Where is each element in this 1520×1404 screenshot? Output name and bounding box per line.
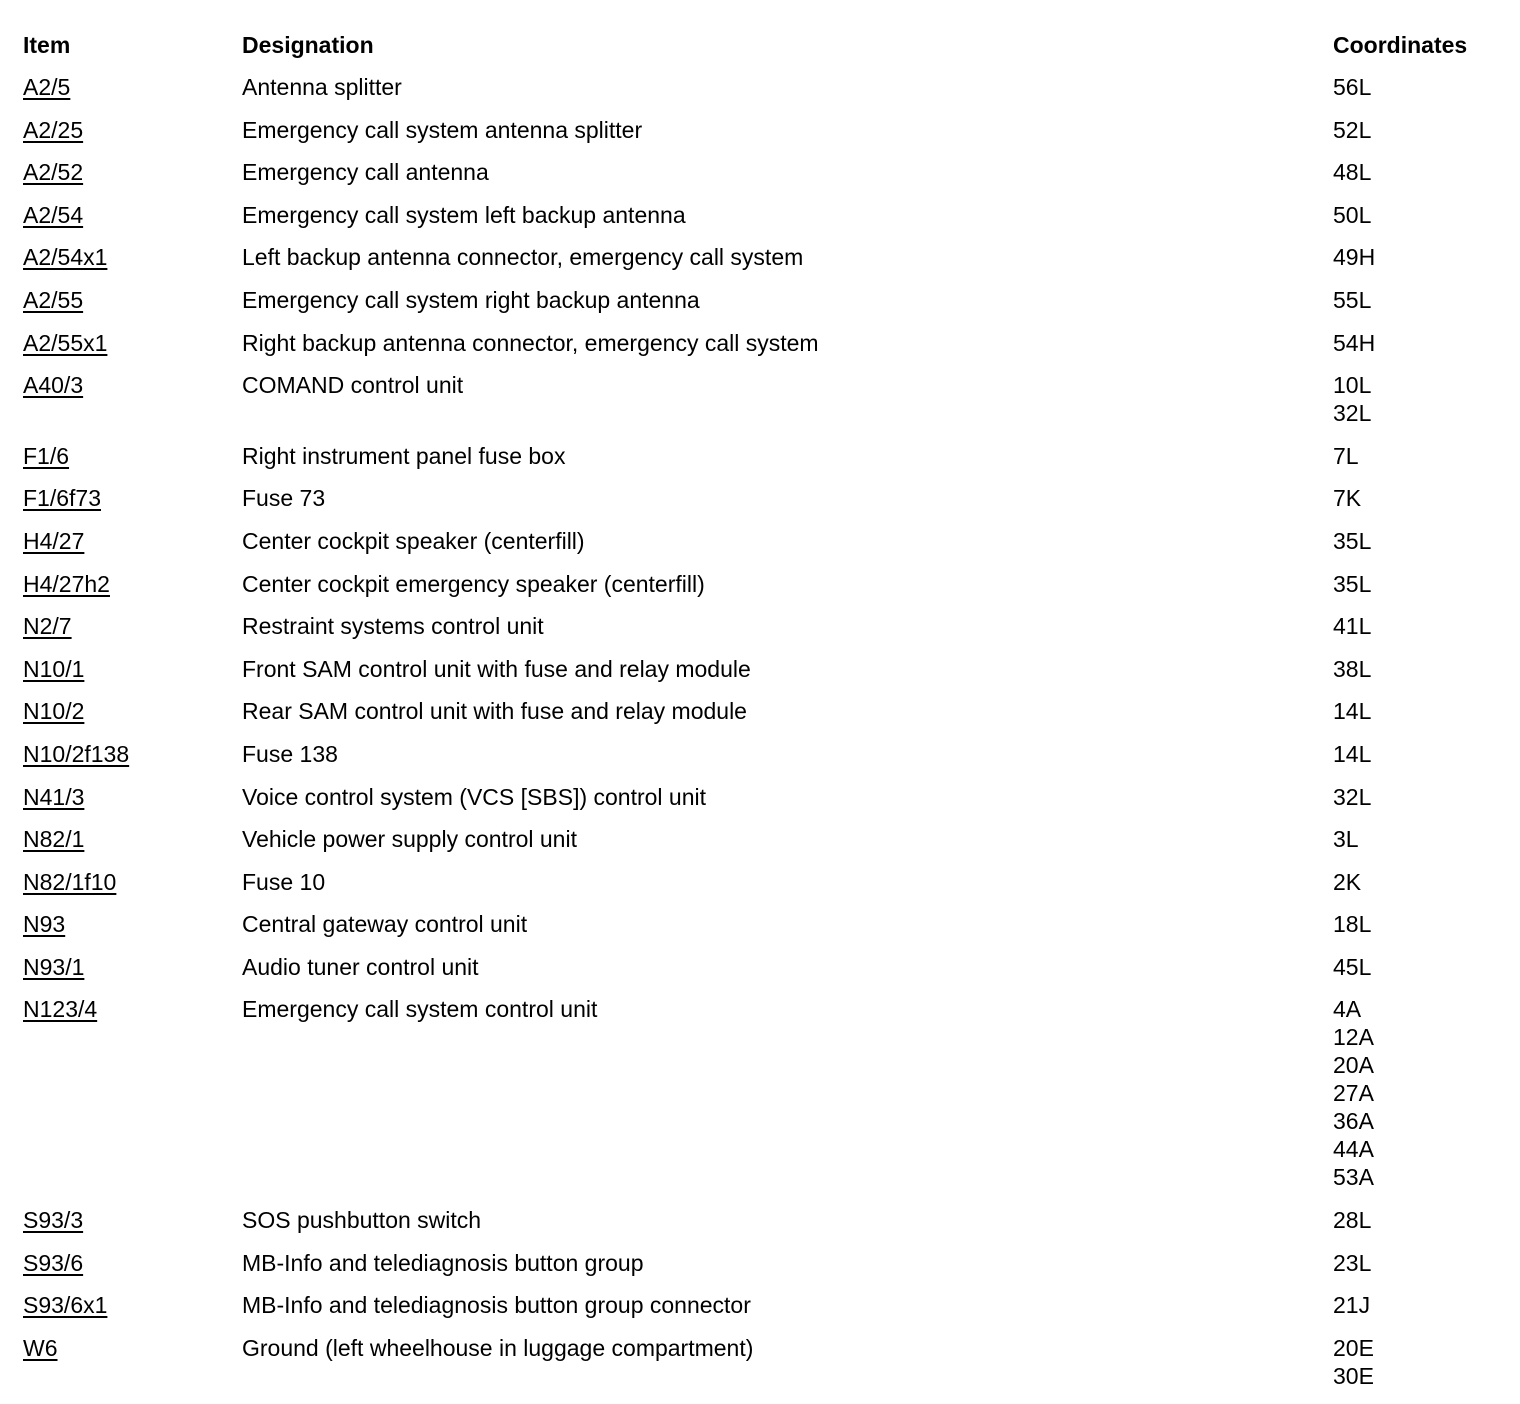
coordinates-cell xyxy=(1333,740,1513,768)
designation-cell: SOS pushbutton switch xyxy=(242,1207,482,1234)
table-row xyxy=(0,1334,1520,1404)
designation-cell: Ground (left wheelhouse in luggage compartment) xyxy=(242,1334,754,1361)
item-cell xyxy=(23,783,233,811)
coordinates-cell xyxy=(1333,1334,1513,1390)
coordinate-value: 18L xyxy=(1333,911,1372,938)
coordinate-value: 41L xyxy=(1333,613,1372,640)
coordinate-value: 32L xyxy=(1333,400,1372,427)
item-cell xyxy=(23,243,233,271)
item-link[interactable]: A2/54 xyxy=(23,201,84,228)
coordinates-cell xyxy=(1333,201,1513,229)
item-cell xyxy=(23,612,233,640)
coordinates-cell xyxy=(1333,73,1513,101)
item-link[interactable]: W6 xyxy=(23,1334,58,1361)
designation-cell: Left backup antenna connector, emergency call system xyxy=(242,244,804,271)
designation-cell: Center cockpit emergency speaker (centerfill) xyxy=(242,570,705,597)
item-link[interactable]: H4/27h2 xyxy=(23,570,110,597)
item-link[interactable]: S93/6x1 xyxy=(23,1292,108,1319)
designation-cell: MB-Info and telediagnosis button group xyxy=(242,1249,644,1276)
item-link[interactable]: F1/6 xyxy=(23,442,70,469)
coordinates-cell xyxy=(1333,697,1513,725)
coordinates-cell xyxy=(1333,116,1513,144)
header-coordinates: Coordinates xyxy=(1333,32,1468,58)
item-cell xyxy=(23,371,233,399)
coordinate-value: 53A xyxy=(1333,1164,1374,1191)
item-link[interactable]: N93/1 xyxy=(23,953,85,980)
item-cell xyxy=(23,570,233,598)
item-link[interactable]: A2/54x1 xyxy=(23,244,108,271)
coordinate-value: 7K xyxy=(1333,485,1362,512)
table-row xyxy=(0,1206,1520,1249)
designation-cell: Fuse 73 xyxy=(242,485,326,512)
coordinate-value: 30E xyxy=(1333,1362,1374,1389)
table-row xyxy=(0,612,1520,655)
table-row xyxy=(0,995,1520,1206)
item-cell xyxy=(23,825,233,853)
coordinates-cell xyxy=(1333,783,1513,811)
coordinate-value: 28L xyxy=(1333,1207,1372,1234)
designation-cell: Fuse 138 xyxy=(242,740,338,767)
item-link[interactable]: S93/6 xyxy=(23,1249,84,1276)
item-cell xyxy=(23,953,233,981)
coordinate-value: 54H xyxy=(1333,329,1376,356)
coordinate-value: 12A xyxy=(1333,1024,1374,1051)
designation-cell: MB-Info and telediagnosis button group connector xyxy=(242,1292,751,1319)
coordinates-cell xyxy=(1333,158,1513,186)
coordinate-value: 36A xyxy=(1333,1108,1374,1135)
item-cell xyxy=(23,868,233,896)
item-link[interactable]: N82/1 xyxy=(23,826,85,853)
coordinate-value: 32L xyxy=(1333,783,1372,810)
coordinate-value: 14L xyxy=(1333,698,1372,725)
item-link[interactable]: S93/3 xyxy=(23,1207,84,1234)
item-cell xyxy=(23,910,233,938)
item-cell xyxy=(23,1334,233,1362)
designation-cell: Rear SAM control unit with fuse and relay module xyxy=(242,698,747,725)
coordinate-value: 27A xyxy=(1333,1080,1374,1107)
designation-cell: Central gateway control unit xyxy=(242,911,528,938)
coordinates-cell xyxy=(1333,329,1513,357)
designation-cell: Fuse 10 xyxy=(242,868,326,895)
item-link[interactable]: A2/52 xyxy=(23,159,84,186)
item-link[interactable]: N123/4 xyxy=(23,996,98,1023)
coordinates-cell xyxy=(1333,484,1513,512)
item-cell xyxy=(23,655,233,683)
item-link[interactable]: N10/1 xyxy=(23,655,85,682)
coordinates-cell xyxy=(1333,1249,1513,1277)
table-row xyxy=(0,783,1520,826)
coordinates-cell xyxy=(1333,825,1513,853)
item-cell xyxy=(23,1291,233,1319)
designation-cell: Audio tuner control unit xyxy=(242,953,479,980)
table-row xyxy=(0,527,1520,570)
table-row xyxy=(0,371,1520,442)
table-header xyxy=(0,31,1520,61)
designation-cell: Vehicle power supply control unit xyxy=(242,826,577,853)
table-row xyxy=(0,1249,1520,1292)
coordinates-cell xyxy=(1333,442,1513,470)
coordinate-value: 55L xyxy=(1333,286,1372,313)
table-row xyxy=(0,243,1520,286)
item-cell xyxy=(23,995,233,1023)
table-row xyxy=(0,697,1520,740)
designation-cell: Emergency call system left backup antenna xyxy=(242,201,686,228)
table-row xyxy=(0,329,1520,372)
coordinate-value: 7L xyxy=(1333,442,1359,469)
coordinates-cell xyxy=(1333,612,1513,640)
designation-cell: Voice control system (VCS [SBS]) control unit xyxy=(242,783,707,810)
table-body xyxy=(0,73,1520,1404)
table-row xyxy=(0,868,1520,911)
coordinates-cell xyxy=(1333,953,1513,981)
item-link[interactable]: F1/6f73 xyxy=(23,485,101,512)
item-cell xyxy=(23,527,233,555)
table-row xyxy=(0,740,1520,783)
table-row xyxy=(0,201,1520,244)
designation-cell: Restraint systems control unit xyxy=(242,613,544,640)
coordinates-cell xyxy=(1333,286,1513,314)
table-row xyxy=(0,442,1520,485)
coordinates-cell xyxy=(1333,868,1513,896)
item-cell xyxy=(23,286,233,314)
item-link[interactable]: A2/55x1 xyxy=(23,329,108,356)
coordinate-value: 50L xyxy=(1333,201,1372,228)
table-row xyxy=(0,570,1520,613)
item-link[interactable]: N93 xyxy=(23,911,66,938)
coordinates-cell xyxy=(1333,371,1513,427)
coordinate-value: 45L xyxy=(1333,953,1372,980)
header-designation: Designation xyxy=(242,32,374,58)
designation-cell: Emergency call system right backup antenna xyxy=(242,286,700,313)
item-link[interactable]: A2/5 xyxy=(23,74,71,100)
coordinate-value: 2K xyxy=(1333,868,1362,895)
table-row xyxy=(0,655,1520,698)
coordinate-value: 52L xyxy=(1333,116,1372,143)
designation-cell: Emergency call antenna xyxy=(242,159,489,186)
item-cell xyxy=(23,329,233,357)
coordinate-value: 49H xyxy=(1333,244,1376,271)
table-row xyxy=(0,953,1520,996)
coordinate-value: 23L xyxy=(1333,1249,1372,1276)
item-cell xyxy=(23,1206,233,1234)
table-row xyxy=(0,1291,1520,1334)
coordinate-value: 35L xyxy=(1333,570,1372,597)
coordinates-cell xyxy=(1333,1206,1513,1234)
coordinate-value: 44A xyxy=(1333,1136,1374,1163)
table-row xyxy=(0,286,1520,329)
coordinate-value: 3L xyxy=(1333,826,1359,853)
item-link[interactable]: H4/27 xyxy=(23,527,85,554)
item-link[interactable]: A40/3 xyxy=(23,372,84,399)
table-row xyxy=(0,825,1520,868)
designation-cell: Antenna splitter xyxy=(242,74,402,100)
coordinates-cell xyxy=(1333,1291,1513,1319)
coordinate-value: 10L xyxy=(1333,372,1372,399)
item-cell xyxy=(23,484,233,512)
item-cell xyxy=(23,740,233,768)
item-link[interactable]: N10/2 xyxy=(23,698,85,725)
designation-cell: Emergency call system antenna splitter xyxy=(242,116,643,143)
header-item: Item xyxy=(23,32,71,58)
coordinate-value: 20E xyxy=(1333,1334,1374,1361)
coordinate-value: 56L xyxy=(1333,74,1372,100)
coordinate-value: 38L xyxy=(1333,655,1372,682)
item-link[interactable]: N82/1f10 xyxy=(23,868,117,895)
item-link[interactable]: N10/2f138 xyxy=(23,740,130,767)
designation-cell: Front SAM control unit with fuse and relay module xyxy=(242,655,751,682)
item-cell xyxy=(23,201,233,229)
coordinate-value: 20A xyxy=(1333,1052,1374,1079)
coordinates-cell xyxy=(1333,570,1513,598)
coordinates-cell xyxy=(1333,655,1513,683)
coordinate-value: 4A xyxy=(1333,996,1362,1023)
designation-cell: Emergency call system control unit xyxy=(242,996,598,1023)
item-link[interactable]: A2/55 xyxy=(23,286,84,313)
coordinate-value: 48L xyxy=(1333,159,1372,186)
coordinates-cell xyxy=(1333,243,1513,271)
coordinates-cell xyxy=(1333,995,1513,1191)
item-cell xyxy=(23,73,233,101)
coordinates-cell xyxy=(1333,527,1513,555)
item-cell xyxy=(23,442,233,470)
item-link[interactable]: N2/7 xyxy=(23,613,72,640)
table-row xyxy=(0,116,1520,159)
table-row xyxy=(0,73,1520,116)
coordinate-value: 21J xyxy=(1333,1292,1371,1319)
coordinates-cell xyxy=(1333,910,1513,938)
designation-cell: COMAND control unit xyxy=(242,372,464,399)
item-cell xyxy=(23,697,233,725)
designation-cell: Right backup antenna connector, emergency call system xyxy=(242,329,819,356)
table-row xyxy=(0,910,1520,953)
item-cell xyxy=(23,1249,233,1277)
designation-cell: Center cockpit speaker (centerfill) xyxy=(242,527,585,554)
item-link[interactable]: A2/25 xyxy=(23,116,84,143)
item-link[interactable]: N41/3 xyxy=(23,783,85,810)
item-cell xyxy=(23,158,233,186)
table-row xyxy=(0,158,1520,201)
coordinate-value: 35L xyxy=(1333,527,1372,554)
coordinate-value: 14L xyxy=(1333,740,1372,767)
item-cell xyxy=(23,116,233,144)
designation-cell: Right instrument panel fuse box xyxy=(242,442,566,469)
table-row xyxy=(0,484,1520,527)
